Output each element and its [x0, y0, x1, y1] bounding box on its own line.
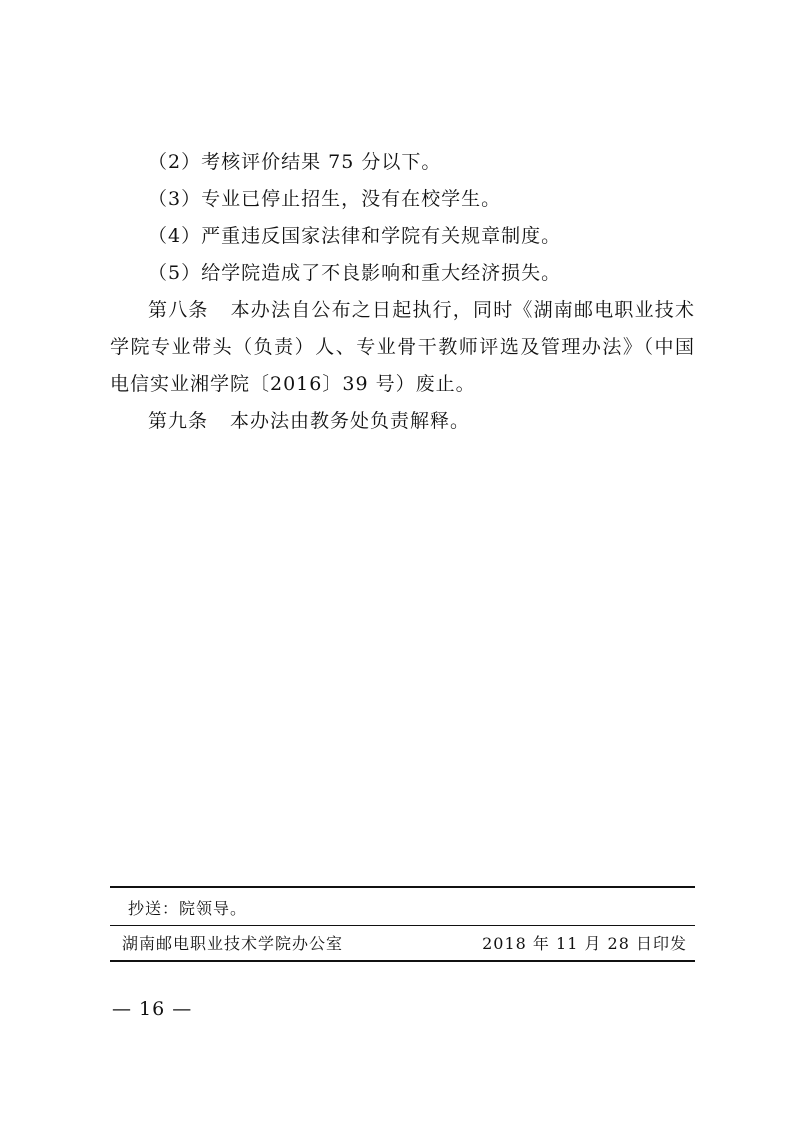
cc-recipients: 抄送：院领导。: [128, 899, 248, 918]
footer-bottom-rule: [110, 960, 695, 962]
page-number: — 16 —: [112, 998, 193, 1020]
document-body: [110, 144, 695, 440]
article-8-text: 本办法自公布之日起执行，同时《湖南邮电职业技术学院专业带头（负责）人、专业骨干教师评选及管理办法》（中国电信实业湘学院〔2016〕39 号）废止。: [110, 299, 695, 395]
footer-middle-rule: [110, 925, 695, 926]
article-9-text: 本办法由教务处负责解释。: [230, 410, 471, 432]
issuing-office: 湖南邮电职业技术学院办公室: [122, 934, 344, 953]
list-item: （4）严重违反国家法律和学院有关规章制度。: [148, 225, 562, 247]
list-item: （5）给学院造成了不良影响和重大经济损失。: [148, 262, 562, 284]
footer-top-rule: [110, 886, 695, 888]
issuer-row: [122, 932, 687, 956]
list-item: （2）考核评价结果 75 分以下。: [148, 151, 442, 173]
article-9-label: 第九条: [148, 410, 209, 432]
issue-date: 2018 年 11 月 28 日印发: [482, 934, 687, 953]
list-item: （3）专业已停止招生，没有在校学生。: [148, 188, 502, 210]
article-9: [110, 403, 695, 440]
article-8: [110, 292, 695, 403]
article-8-label: 第八条: [148, 299, 209, 321]
